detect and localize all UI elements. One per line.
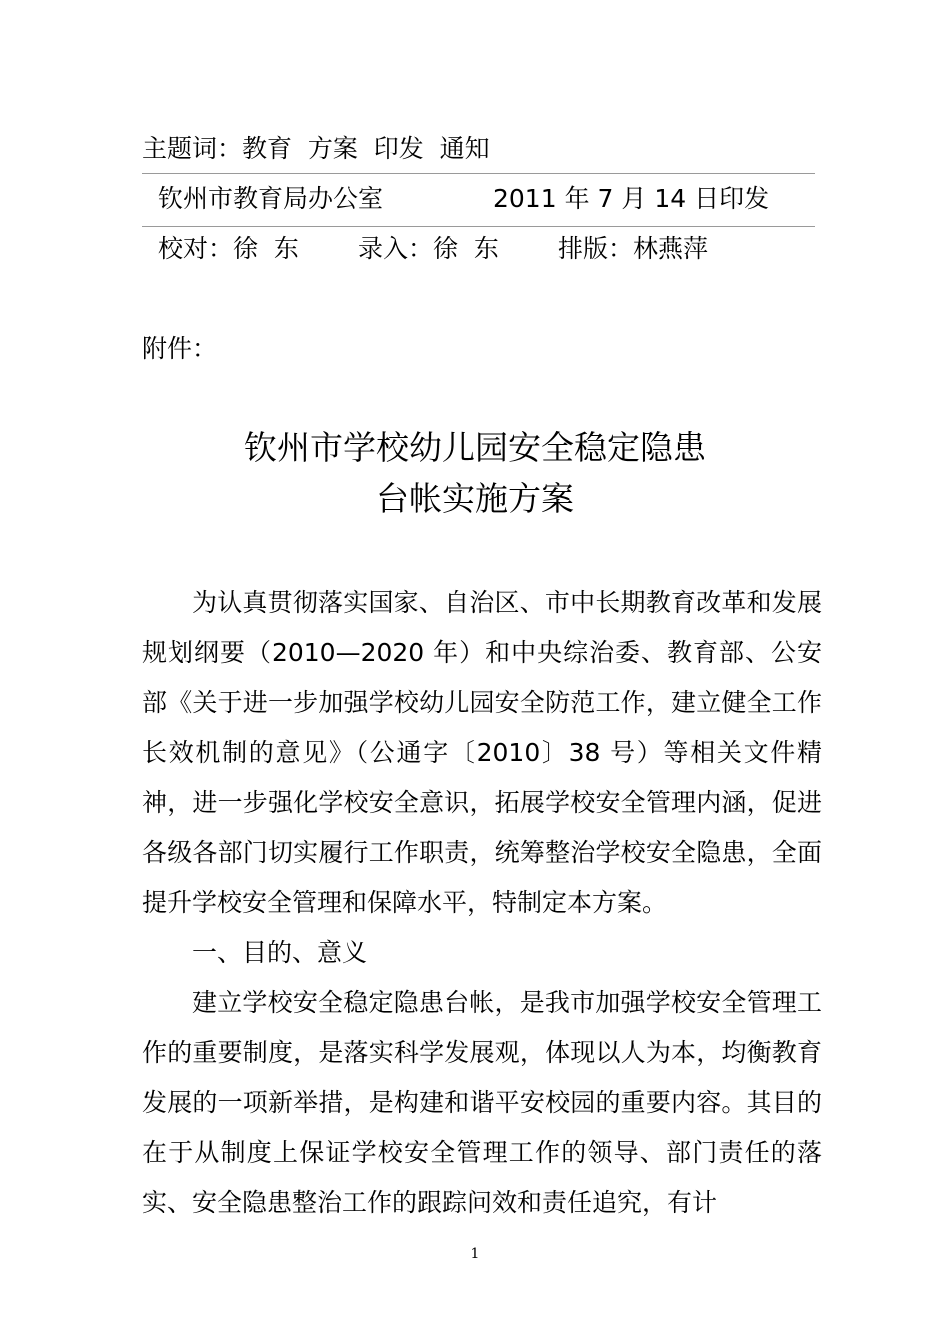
page-number: 1 <box>470 1246 480 1262</box>
document-title-line2: 台帐实施方案 <box>376 479 574 518</box>
issuer-name: 钦州市教育局办公室 <box>158 184 384 213</box>
document-body <box>142 578 822 1228</box>
section-heading: 一、目的、意义 <box>192 938 368 967</box>
document-title-line1: 钦州市学校幼儿园安全稳定隐患 <box>244 428 706 467</box>
data-entry: 录入：徐 东 <box>358 234 499 263</box>
typesetter: 排版：林燕萍 <box>558 234 709 263</box>
attachment-label: 附件： <box>142 334 218 363</box>
divider-top <box>142 173 815 174</box>
issue-date: 2011 年 7 月 14 日印发 <box>493 184 770 213</box>
section-paragraph: 建立学校安全稳定隐患台帐，是我市加强学校安全管理工作的重要制度，是落实科学发展观，体现以人为本，均衡教育发展的一项新举措，是构建和谐平安校园的重要内容。其目的在于从制度上保证学校安全管理工作的领导、部门责任的落实、安全隐患整治工作的跟踪问效和责任追究，有计 <box>142 988 822 1217</box>
divider-middle <box>142 226 815 227</box>
proofreader: 校对：徐 东 <box>158 234 299 263</box>
keywords-line: 主题词：教育 方案 印发 通知 <box>142 134 490 163</box>
intro-paragraph: 为认真贯彻落实国家、自治区、市中长期教育改革和发展规划纲要（2010—2020 年）和中央综治委、教育部、公安部《关于进一步加强学校幼儿园安全防范工作，建立健全工作长效机制的意见》（公通字〔2010〕38 号）等相关文件精神，进一步强化学校安全意识，拓展学校安全管理内涵，促进各级各部门切实履行工作职责，统筹整治学校安全隐患，全面提升学校安全管理和保障水平，特制定本方案。 <box>142 588 822 917</box>
